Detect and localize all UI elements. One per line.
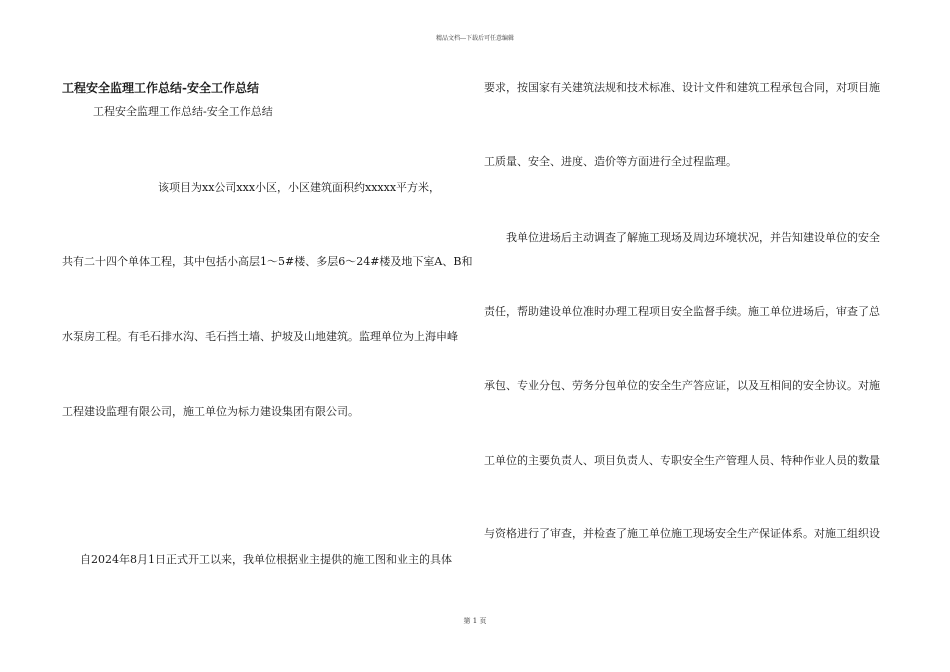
paragraph-line: 该项目为xx公司xxx小区，小区建筑面积约xxxxx平方米， — [158, 181, 441, 194]
page-number: 第 1 页 — [463, 617, 487, 625]
paragraph-line: 与资格进行了审查，并检查了施工单位施工现场安全生产保证体系。对施工组织设 — [484, 527, 880, 540]
paragraph-line: 工单位的主要负责人、项目负责人、专职安全生产管理人员、特种作业人员的数量 — [484, 454, 880, 467]
paragraph-line: 工质量、安全、进度、造价等方面进行全过程监理。 — [484, 155, 737, 168]
paragraph-line: 共有二十四个单体工程，其中包括小高层1～5#楼、多层6～24#楼及地下室A、B和 — [62, 255, 473, 268]
document-subtitle: 工程安全监理工作总结-安全工作总结 — [93, 105, 273, 118]
document-title: 工程安全监理工作总结-安全工作总结 — [62, 81, 259, 95]
paragraph-line: 要求，按国家有关建筑法规和技术标准、设计文件和建筑工程承包合同，对项目施 — [484, 81, 880, 94]
paragraph-line: 自2024年8月1日正式开工以来，我单位根据业主提供的施工图和业主的具体 — [80, 553, 452, 566]
paragraph-line: 我单位进场后主动调查了解施工现场及周边环境状况，并告知建设单位的安全 — [506, 231, 880, 244]
paragraph-line: 承包、专业分包、劳务分包单位的安全生产答应证，以及互相间的安全协议。对施 — [484, 379, 880, 392]
paragraph-line: 水泵房工程。有毛石排水沟、毛石挡土墙、护坡及山地建筑。监理单位为上海申峰 — [62, 330, 458, 343]
page-header: 精品文档---下载后可任意编辑 — [435, 35, 515, 42]
paragraph-line: 工程建设监理有限公司，施工单位为标力建设集团有限公司。 — [62, 405, 359, 418]
paragraph-line: 责任，帮助建设单位准时办理工程项目安全监督手续。施工单位进场后，审查了总 — [484, 305, 880, 318]
